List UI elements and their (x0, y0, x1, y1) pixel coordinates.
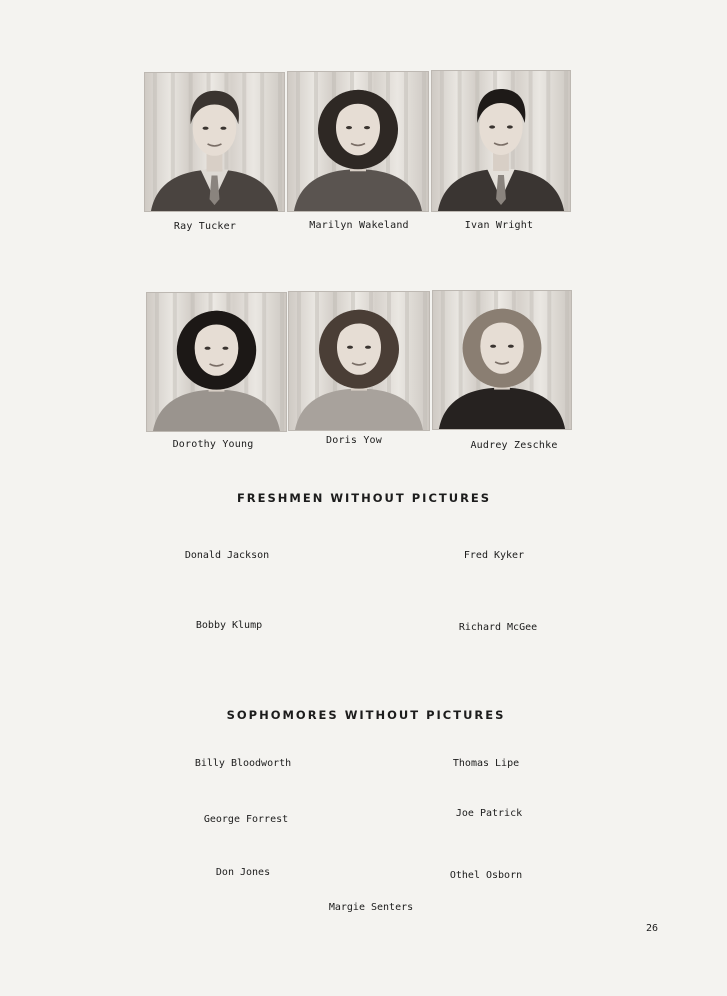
curtain-fold (423, 292, 427, 430)
portrait-photo (144, 72, 285, 212)
sophomore-name: Thomas Lipe (452, 758, 520, 769)
portrait-eye (346, 126, 352, 129)
portrait-photo (146, 292, 287, 432)
portrait-caption: Marilyn Wakeland (309, 220, 409, 231)
portrait-eye (347, 346, 353, 349)
portrait-eye (507, 125, 513, 128)
portrait-figure (147, 293, 286, 431)
portrait-eye (220, 127, 226, 130)
portrait-caption: Ray Tucker (173, 221, 237, 232)
portrait-eye (364, 126, 370, 129)
sophomore-name: George Forrest (203, 814, 289, 825)
portrait-caption: Ivan Wright (464, 220, 534, 231)
portrait-eye (205, 347, 211, 350)
portrait-caption: Doris Yow (326, 435, 382, 446)
portrait-shoulders (295, 389, 423, 430)
portrait-figure (289, 292, 429, 430)
freshmen-heading: FRESHMEN WITHOUT PICTURES (236, 491, 492, 505)
freshman-name: Richard McGee (458, 622, 538, 633)
portrait-figure (145, 73, 284, 211)
sophomore-name: Joe Patrick (455, 808, 523, 819)
curtain-fold (422, 72, 426, 211)
sophomore-name: Don Jones (215, 867, 271, 878)
curtain-fold (296, 72, 300, 211)
portrait-eye (365, 346, 371, 349)
curtain-fold (565, 291, 569, 429)
curtain-fold (441, 291, 445, 429)
portrait-figure (432, 71, 570, 211)
portrait-photo (431, 70, 571, 212)
sophomore-name: Billy Bloodworth (194, 758, 292, 769)
portrait-eye (489, 125, 495, 128)
curtain-fold (153, 73, 157, 211)
sophomores-heading: SOPHOMORES WITHOUT PICTURES (226, 708, 506, 722)
portrait-figure (433, 291, 571, 429)
portrait-photo (432, 290, 572, 430)
curtain-fold (564, 71, 568, 211)
portrait-shoulders (439, 388, 565, 429)
curtain-fold (155, 293, 159, 431)
curtain-fold (278, 73, 282, 211)
portrait-shoulders (294, 169, 422, 211)
sophomore-name: Othel Osborn (449, 870, 523, 881)
curtain-fold (297, 292, 301, 430)
freshman-name: Bobby Klump (195, 620, 263, 631)
freshman-name: Fred Kyker (463, 550, 525, 561)
portrait-eye (490, 345, 496, 348)
portrait-figure (288, 72, 428, 211)
page-number: 26 (646, 923, 659, 934)
portrait-photo (287, 71, 429, 212)
freshman-name: Donald Jackson (184, 550, 270, 561)
portrait-eye (203, 127, 209, 130)
sophomore-name: Margie Senters (328, 902, 414, 913)
portrait-shoulders (153, 390, 280, 431)
portrait-caption: Audrey Zeschke (470, 440, 558, 451)
curtain-fold (280, 293, 284, 431)
portrait-caption: Dorothy Young (172, 439, 254, 450)
portrait-eye (508, 345, 514, 348)
portrait-photo (288, 291, 430, 431)
portrait-eye (222, 347, 228, 350)
curtain-fold (440, 71, 444, 211)
